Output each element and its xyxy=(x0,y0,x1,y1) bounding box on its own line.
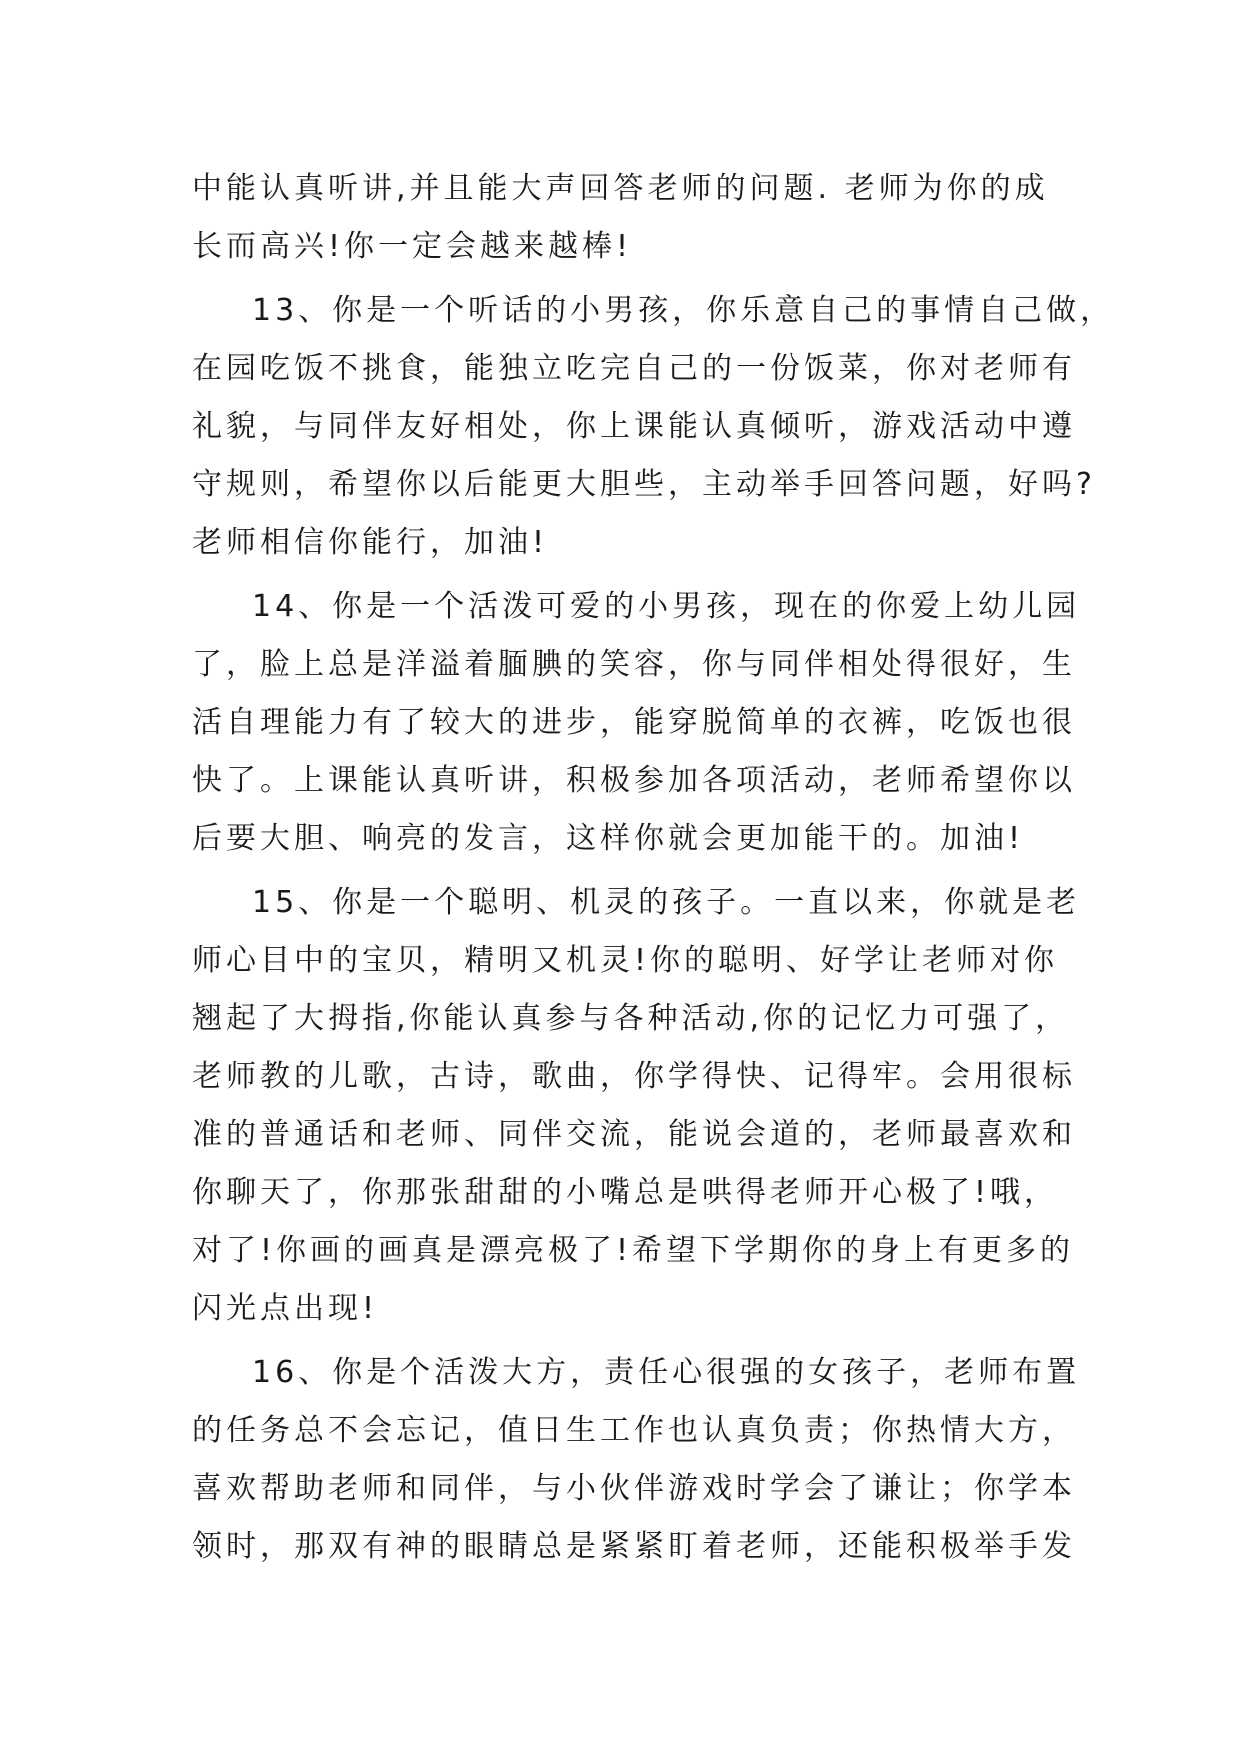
text-line: 喜欢帮助老师和同伴，与小伙伴游戏时学会了谦让；你学本 xyxy=(192,1471,1076,1506)
text-line: 礼貌，与同伴友好相处，你上课能认真倾听，游戏活动中遵 xyxy=(192,409,1076,444)
text-line: 长而高兴!你一定会越来越棒! xyxy=(192,229,633,264)
paragraph-13-first-line: 13、你是一个听话的小男孩，你乐意自己的事情自己做， xyxy=(252,293,1115,328)
text-line: 翘起了大拇指,你能认真参与各种活动,你的记忆力可强了， xyxy=(192,1001,1070,1036)
text-line: 闪光点出现! xyxy=(192,1291,379,1326)
text-line: 的任务总不会忘记，值日生工作也认真负责；你热情大方， xyxy=(192,1413,1076,1448)
paragraph-16-first-line: 16、你是个活泼大方，责任心很强的女孩子，老师布置 xyxy=(252,1355,1081,1390)
text-line: 对了!你画的画真是漂亮极了!希望下学期你的身上有更多的 xyxy=(192,1233,1075,1268)
text-line: 老师教的儿歌，古诗，歌曲，你学得快、记得牢。会用很标 xyxy=(192,1059,1076,1094)
text-line: 快了。上课能认真听讲，积极参加各项活动，老师希望你以 xyxy=(192,763,1076,798)
text-line: 中能认真听讲,并且能大声回答老师的问题. 老师为你的成 xyxy=(192,171,1049,206)
text-line: 了，脸上总是洋溢着腼腆的笑容，你与同伴相处得很好，生 xyxy=(192,647,1076,682)
text-line: 活自理能力有了较大的进步，能穿脱简单的衣裤，吃饭也很 xyxy=(192,705,1076,740)
text-line: 在园吃饭不挑食，能独立吃完自己的一份饭菜，你对老师有 xyxy=(192,351,1076,386)
text-line: 领时，那双有神的眼睛总是紧紧盯着老师，还能积极举手发 xyxy=(192,1529,1076,1564)
paragraph-15-first-line: 15、你是一个聪明、机灵的孩子。一直以来，你就是老 xyxy=(252,885,1081,920)
text-line: 老师相信你能行，加油! xyxy=(192,525,549,560)
text-line: 师心目中的宝贝，精明又机灵!你的聪明、好学让老师对你 xyxy=(192,943,1059,978)
text-line: 准的普通话和老师、同伴交流，能说会道的，老师最喜欢和 xyxy=(192,1117,1076,1152)
paragraph-14-first-line: 14、你是一个活泼可爱的小男孩，现在的你爱上幼儿园 xyxy=(252,589,1081,624)
text-line: 守规则，希望你以后能更大胆些，主动举手回答问题，好吗? xyxy=(192,467,1096,502)
document-body xyxy=(192,160,1115,1576)
text-line: 后要大胆、响亮的发言，这样你就会更加能干的。加油! xyxy=(192,821,1025,856)
text-line: 你聊天了，你那张甜甜的小嘴总是哄得老师开心极了!哦， xyxy=(192,1175,1059,1210)
